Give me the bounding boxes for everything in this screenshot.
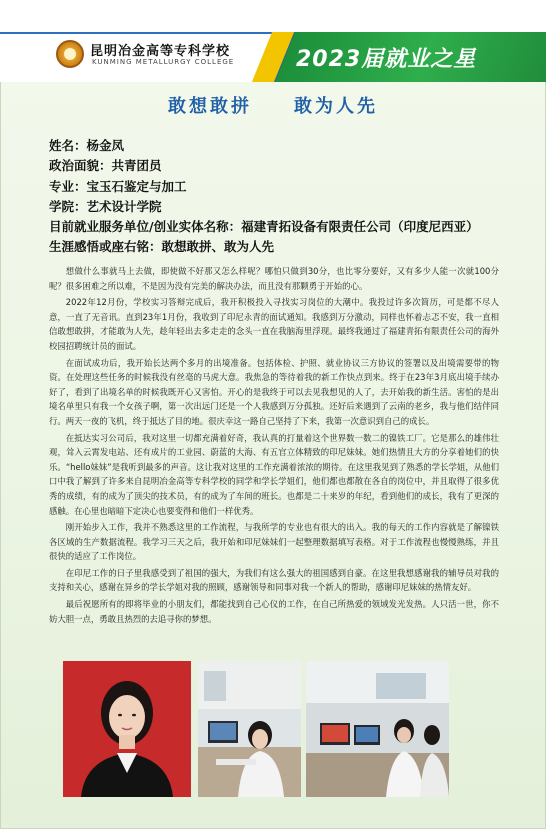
- info-college: 学院：艺术设计学院: [49, 198, 162, 214]
- story-paragraph: 刚开始步入工作，我并不熟悉这里的工作流程，与我所学的专业也有很大的出入。我的每天的工作内容就是了解镍铁各区域的生产数据流程。我学习三天之后，我开始和印尼妹妹们一起整理数据填写表格。对于工作流程也慢慢熟练，并且很快的适应了工作岗位。: [49, 522, 499, 562]
- school-name-cn: 昆明冶金高等专科学校: [90, 44, 231, 59]
- story-paragraph: 想做什么事就马上去做，即使做不好那又怎么样呢？哪怕只做到30分，也比零分要好，又有多少人能一次就100分呢？很多困难之所以难，不是因为没有完美的解决办法，而且没有那颗勇于开始的心。: [49, 266, 499, 291]
- profile-info: [49, 136, 519, 258]
- story-paragraph: 2022年12月份，学校实习答辩完成后，我开积极投入寻找实习岗位的大潮中。我投过许多次简历，可是都不尽人意，一直了无音讯。直到23年1月份，我收到了印尼永青的面试通知。我感到万分激动，同样也怀着忐忑不安，我一直相信敢想敢拼，才能敢为人先，趁年轻出去多走走的念头一直在我脑海里浮现。最终我通过了福建青拓有限责任公司的海外校园招聘统计员的面试。: [49, 297, 499, 351]
- info-politics: 政治面貌：共青团员: [49, 158, 162, 174]
- story-paragraph: 最后祝愿所有的即将毕业的小朋友们，都能找到自己心仪的工作，在自己所热爱的领域发光发热。人只活一世，你不妨大胆一点，勇敢且热烈的去追寻你的梦想。: [49, 599, 499, 624]
- portrait-photo: [63, 661, 191, 797]
- info-major: 专业：宝玉石鉴定与加工: [49, 178, 187, 194]
- story-paragraph: 在面试成功后，我开始长达两个多月的出境准备。包括体检、护照、就业协议三方协议的签署以及出境需要带的物资。在处理这些任务的时候我没有丝毫的马虎大意。我焦急的等待着我的新工作快点到来。终于在23年3月底出境手续办好了，看到了出境名单的时候我既开心又害怕。开心的是我终于可以去见我想见的人了，去开始我的新生活。害怕的是出境名单里只有我一个女孩子啊，第一次出远门还是一个人我感到万分孤独。还好后来遇到了云南的老乡，我与他们结伴同行。两天一夜的飞机，终于抵达了目的地。很庆幸这一路自己坚持了下来，我第一次意识到自己的成长。: [49, 357, 499, 426]
- office-photo-1: [198, 661, 301, 797]
- poster-title: 2023届就业之星: [296, 47, 477, 72]
- info-name: 姓名：杨金凤: [49, 138, 125, 153]
- story-paragraph: 在印尼工作的日子里我感受到了祖国的强大，为我们有这么强大的祖国感到自豪。在这里我想感谢我的辅导员对我的支持和关心，感谢在异乡的学长学姐对我的照顾，感谢领导和同事对我一个新人的帮助，感谢印尼妹妹的热情友好。: [49, 567, 499, 593]
- info-motto: 生涯感悟或座右铭：敢想敢拼、敢为人先: [49, 239, 275, 255]
- story-paragraph: 在抵达实习公司后，我对这里一切都充满着好奇，我认真的打量着这个世界数一数二的镍铁工厂。它是那么的雄伟壮观，耸入云霄发电站、还有成片的工业园、蔚蓝的大海、有五官立体精致的印尼妹妹。她们热情且大方的分享着她们的快乐。“hello妹妹”是我听到最多的声音。这让我对这里的工作充满着浓浓的期待。在这里我见到了熟悉的学长学姐，从他们口中我了解到了许多来自昆明冶金高等专科学校的同学和学长学姐们，他们都也都散在各自的岗位中，并且取得了很多优秀的成绩，有的成为了顶尖的技术员，有的成为了车间的班长。也都是二十来岁的年纪，看到他们的成长，我有了更深的感触。在心里也暗暗下定决心也要变得和他们一样优秀。: [49, 432, 499, 516]
- info-employer: 目前就业服务单位/创业实体名称：福建青拓设备有限责任公司（印度尼西亚）: [49, 219, 479, 235]
- story-body: [49, 264, 499, 628]
- poster-header: [0, 0, 546, 82]
- school-logo-icon: [56, 40, 84, 68]
- office-photo-2: [306, 661, 449, 797]
- school-name-en: KUNMING METALLURGY COLLEGE: [92, 58, 235, 66]
- headline: 敢想敢拼 敢为人先: [168, 96, 378, 117]
